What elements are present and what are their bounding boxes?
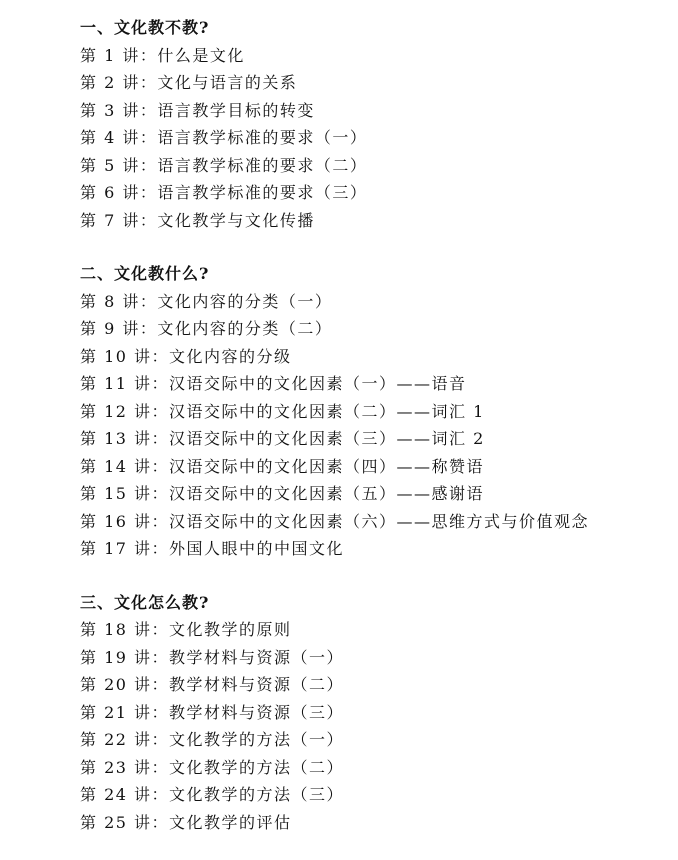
lecture-item: 第 3 讲：语言教学目标的转变 xyxy=(80,100,315,120)
lecture-item: 第 24 讲：文化教学的方法（三） xyxy=(80,785,345,804)
section-title: 三、文化怎么教? xyxy=(80,592,210,612)
lecture-item: 第 7 讲：文化教学与文化传播 xyxy=(80,210,315,230)
lecture-item: 第 18 讲：文化教学的原则 xyxy=(80,620,292,639)
lecture-item: 第 23 讲：文化教学的方法（二） xyxy=(80,757,345,777)
lecture-item: 第 13 讲：汉语交际中的文化因素（三）——词汇 2 xyxy=(80,429,485,448)
lecture-item: 第 16 讲：汉语交际中的文化因素（六）——思维方式与价值观念 xyxy=(80,511,590,531)
section-2 xyxy=(80,260,670,563)
lecture-item: 第 5 讲：语言教学标准的要求（二） xyxy=(80,155,368,175)
lecture-item: 第 20 讲：教学材料与资源（二） xyxy=(80,675,345,694)
lecture-item: 第 1 讲：什么是文化 xyxy=(80,45,245,65)
section-title: 二、文化教什么? xyxy=(80,264,210,283)
section-1 xyxy=(80,14,670,234)
lecture-item: 第 8 讲：文化内容的分类（一） xyxy=(80,291,333,311)
section-title: 一、文化教不教? xyxy=(80,18,210,37)
syllabus-document xyxy=(80,14,670,836)
lecture-item: 第 6 讲：语言教学标准的要求（三） xyxy=(80,183,368,202)
lecture-item: 第 19 讲：教学材料与资源（一） xyxy=(80,647,345,667)
lecture-item: 第 4 讲：语言教学标准的要求（一） xyxy=(80,128,368,147)
lecture-item: 第 12 讲：汉语交际中的文化因素（二）——词汇 1 xyxy=(80,401,485,421)
section-3 xyxy=(80,589,670,837)
lecture-item: 第 25 讲：文化教学的评估 xyxy=(80,812,292,832)
lecture-item: 第 2 讲：文化与语言的关系 xyxy=(80,73,298,92)
lecture-item: 第 14 讲：汉语交际中的文化因素（四）——称赞语 xyxy=(80,456,485,476)
lecture-item: 第 21 讲：教学材料与资源（三） xyxy=(80,702,345,722)
lecture-item: 第 10 讲：文化内容的分级 xyxy=(80,346,292,366)
lecture-item: 第 17 讲：外国人眼中的中国文化 xyxy=(80,539,345,558)
lecture-item: 第 11 讲：汉语交际中的文化因素（一）——语音 xyxy=(80,374,467,393)
lecture-item: 第 15 讲：汉语交际中的文化因素（五）——感谢语 xyxy=(80,484,485,503)
lecture-item: 第 22 讲：文化教学的方法（一） xyxy=(80,730,345,749)
lecture-item: 第 9 讲：文化内容的分类（二） xyxy=(80,319,333,338)
